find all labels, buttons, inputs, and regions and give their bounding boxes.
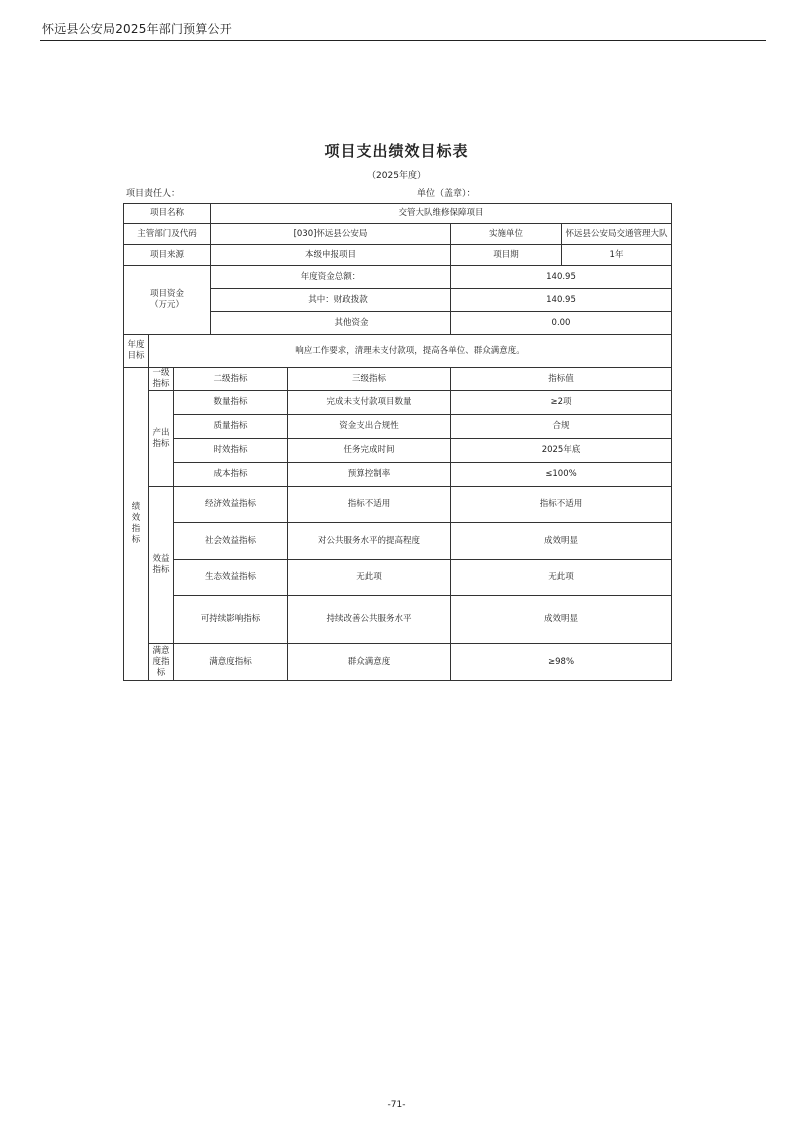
benefit-value: 无此项	[451, 560, 672, 596]
satisfaction-level2: 满意度指标	[174, 644, 288, 681]
source-row	[124, 245, 672, 266]
fund-total-value: 140.95	[451, 266, 672, 289]
benefit-value: 成效明显	[451, 523, 672, 560]
output-level3: 资金支出合规性	[288, 415, 451, 439]
fiscal-year: （2025年度）	[367, 171, 426, 181]
impl-unit-value: 怀远县公安局交通管理大队	[562, 224, 672, 245]
benefit-level2: 生态效益指标	[174, 560, 288, 596]
period-value: 1年	[562, 245, 672, 266]
output-level2: 数量指标	[174, 391, 288, 415]
table-title: 项目支出绩效目标表	[324, 142, 469, 160]
output-level3: 完成未支付款项目数量	[288, 391, 451, 415]
impl-unit-label: 实施单位	[451, 224, 562, 245]
fund-total-row	[124, 266, 672, 289]
output-level2: 成本指标	[174, 463, 288, 487]
benefit-level3: 对公共服务水平的提高程度	[288, 523, 451, 560]
level2-header: 二级指标	[174, 368, 288, 391]
annual-goal-row	[124, 335, 672, 368]
dept-value: [030]怀远县公安局	[211, 224, 451, 245]
indicator-header-row	[124, 368, 672, 391]
output-value: 2025年底	[451, 439, 672, 463]
output-row	[124, 463, 672, 487]
benefit-level2: 经济效益指标	[174, 487, 288, 523]
satisfaction-indicator-label: 满意 度指 标	[149, 644, 174, 681]
benefit-level3: 指标不适用	[288, 487, 451, 523]
benefit-level2: 可持续影响指标	[174, 596, 288, 644]
benefit-indicator-label: 效益 指标	[149, 487, 174, 644]
satisfaction-level3: 群众满意度	[288, 644, 451, 681]
benefit-value: 指标不适用	[451, 487, 672, 523]
level3-header: 三级指标	[288, 368, 451, 391]
output-row	[124, 391, 672, 415]
document-header: 怀远县公安局2025年部门预算公开	[42, 22, 232, 36]
level1-header: 一级 指标	[149, 368, 174, 391]
project-name-row	[124, 204, 672, 224]
annual-goal-value: 响应工作要求，清理未支付款项，提高各单位、群众满意度。	[149, 335, 672, 368]
output-level2: 时效指标	[174, 439, 288, 463]
benefit-row	[124, 523, 672, 560]
fund-fiscal-label: 其中：财政拨款	[211, 289, 451, 312]
benefit-value: 成效明显	[451, 596, 672, 644]
satisfaction-row	[124, 644, 672, 681]
performance-target-table	[123, 203, 672, 681]
dept-label: 主管部门及代码	[124, 224, 211, 245]
output-value: ≥2项	[451, 391, 672, 415]
benefit-row	[124, 560, 672, 596]
output-level3: 预算控制率	[288, 463, 451, 487]
project-name-value: 交管大队维修保障项目	[211, 204, 672, 224]
fund-fiscal-value: 140.95	[451, 289, 672, 312]
value-header: 指标值	[451, 368, 672, 391]
benefit-level3: 无此项	[288, 560, 451, 596]
unit-seal-label: 单位（盖章）：	[417, 189, 476, 199]
project-name-label: 项目名称	[124, 204, 211, 224]
header-divider	[40, 40, 766, 41]
benefit-row	[124, 596, 672, 644]
output-indicator-label: 产出 指标	[149, 391, 174, 487]
output-level2: 质量指标	[174, 415, 288, 439]
page-number: -71-	[387, 1100, 406, 1110]
responsible-person-label: 项目责任人：	[126, 189, 181, 199]
benefit-row	[124, 487, 672, 523]
output-level3: 任务完成时间	[288, 439, 451, 463]
fund-total-label: 年度资金总额：	[211, 266, 451, 289]
source-label: 项目来源	[124, 245, 211, 266]
period-label: 项目期	[451, 245, 562, 266]
fund-label: 项目资金 （万元）	[124, 266, 211, 335]
output-row	[124, 439, 672, 463]
source-value: 本级申报项目	[211, 245, 451, 266]
benefit-level3: 持续改善公共服务水平	[288, 596, 451, 644]
dept-row	[124, 224, 672, 245]
benefit-level2: 社会效益指标	[174, 523, 288, 560]
output-value: 合规	[451, 415, 672, 439]
output-row	[124, 415, 672, 439]
satisfaction-value: ≥98%	[451, 644, 672, 681]
performance-indicator-label: 绩效指标	[124, 368, 149, 681]
output-value: ≤100%	[451, 463, 672, 487]
annual-goal-label: 年度 目标	[124, 335, 149, 368]
fund-other-value: 0.00	[451, 312, 672, 335]
fund-other-label: 其他资金	[211, 312, 451, 335]
